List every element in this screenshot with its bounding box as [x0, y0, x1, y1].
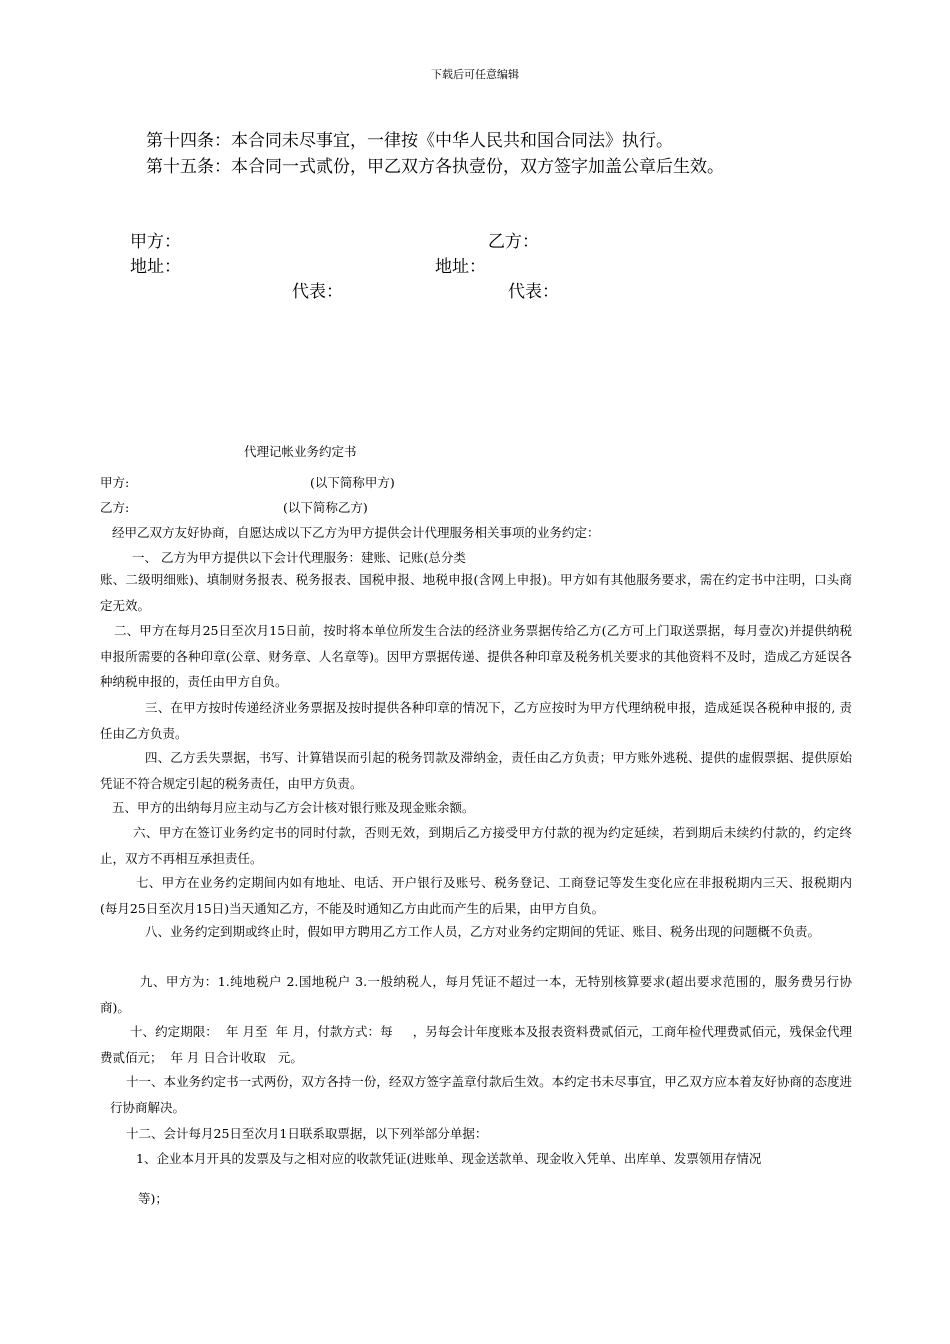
signature-party-b: 乙方： — [488, 232, 539, 252]
item-12-sub-1-line-2: 等)； — [138, 1191, 168, 1206]
clause-15: 第十五条：本合同一式贰份，甲乙双方各执壹份，双方签字加盖公章后生效。 — [146, 157, 724, 177]
item-6: 六、甲方在签订业务约定书的同时付款，否则无效，到期后乙方接受甲方付款的视为约定延续，若到期后未续约付款的，约定终止，双方不再相互承担责任。 — [100, 825, 852, 866]
agreement-party-b-label: 乙方: — [100, 500, 130, 515]
signature-party-a: 甲方： — [130, 232, 181, 252]
signature-rep-b: 代表： — [508, 282, 559, 302]
page-header-note: 下载后可任意编辑 — [431, 68, 519, 81]
agreement-intro: 经甲乙双方友好协商，自愿达成以下乙方为甲方提供会计代理服务相关事项的业务约定： — [112, 525, 600, 540]
item-12: 十二、会计每月25日至次月1日联系取票据，以下列举部分单据： — [126, 1126, 488, 1141]
agreement-title: 代理记帐业务约定书 — [244, 444, 357, 459]
item-11: 十一、本业务约定书一式两份，双方各持一份，经双方签字盖章付款后生效。本约定书未尽事宜，甲乙双方应本着友好协商的态度进行协商解决。 — [110, 1074, 852, 1115]
item-10: 十、约定期限： 年 月至 年 月，付款方式：每 ，另每会计年度账本及报表资料费贰佰元，工商年检代理费贰佰元，残保金代理费贰佰元； 年 月 日合计收取 元。 — [100, 1024, 852, 1065]
item-12-sub-1-line-1: 1、企业本月开具的发票及与之相对应的收款凭证(进账单、现金送款单、现金收入凭单、出库单、发票领用存情况 — [136, 1151, 762, 1166]
signature-address-b: 地址： — [435, 257, 486, 277]
agreement-party-b-note: (以下简称乙方) — [283, 500, 368, 515]
item-1-line-1: 一、 乙方为甲方提供以下会计代理服务：建账、记账(总分类 — [132, 550, 466, 565]
item-5: 五、甲方的出纳每月应主动与乙方会计核对银行账及现金账余额。 — [112, 800, 475, 815]
item-2: 二、甲方在每月25日至次月15日前，按时将本单位所发生合法的经济业务票据传给乙方(乙方可上门取送票据，每月壹次)并提供纳税申报所需要的各种印章(公章、财务章、人名章等)。因甲方票据传递、提供各种印章及税务机关要求的其他资料不及时，造成乙方延误各种纳税申报的，责任由甲方自负。 — [100, 623, 852, 689]
item-4: 四、乙方丢失票据，书写、计算错误而引起的税务罚款及滞纳金，责任由乙方负责；甲方账外逃税、提供的虚假票据、提供原始凭证不符合规定引起的税务责任，由甲方负责。 — [100, 750, 852, 791]
item-1-rest: 账、二级明细账)、填制财务报表、税务报表、国税申报、地税申报(含网上申报)。甲方如有其他服务要求，需在约定书中注明，口头商定无效。 — [100, 572, 852, 613]
clause-14: 第十四条：本合同未尽事宜，一律按《中华人民共和国合同法》执行。 — [146, 131, 673, 151]
item-9: 九、甲方为：1.纯地税户 2.国地税户 3.一般纳税人，每月凭证不超过一本，无特别核算要求(超出要求范围的，服务费另行协商)。 — [100, 974, 852, 1015]
signature-address-a: 地址： — [130, 257, 181, 277]
signature-rep-a: 代表： — [292, 282, 343, 302]
agreement-party-a-note: (以下简称甲方) — [310, 475, 395, 490]
item-8: 八、业务约定到期或终止时，假如甲方聘用乙方工作人员，乙方对业务约定期间的凭证、账目、税务出现的问题概不负责。 — [145, 924, 821, 939]
item-3: 三、在甲方按时传递经济业务票据及按时提供各种印章的情况下，乙方应按时为甲方代理纳税申报，造成延误各税种申报的, 责任由乙方负责。 — [100, 700, 852, 741]
agreement-party-a-label: 甲方: — [100, 475, 130, 490]
item-7: 七、甲方在业务约定期间内如有地址、电话、开户银行及账号、税务登记、工商登记等发生变化应在非报税期内三天、报税期内(每月25日至次月15日)当天通知乙方，不能及时通知乙方由此而产生的后果，由甲方自负。 — [100, 875, 852, 916]
